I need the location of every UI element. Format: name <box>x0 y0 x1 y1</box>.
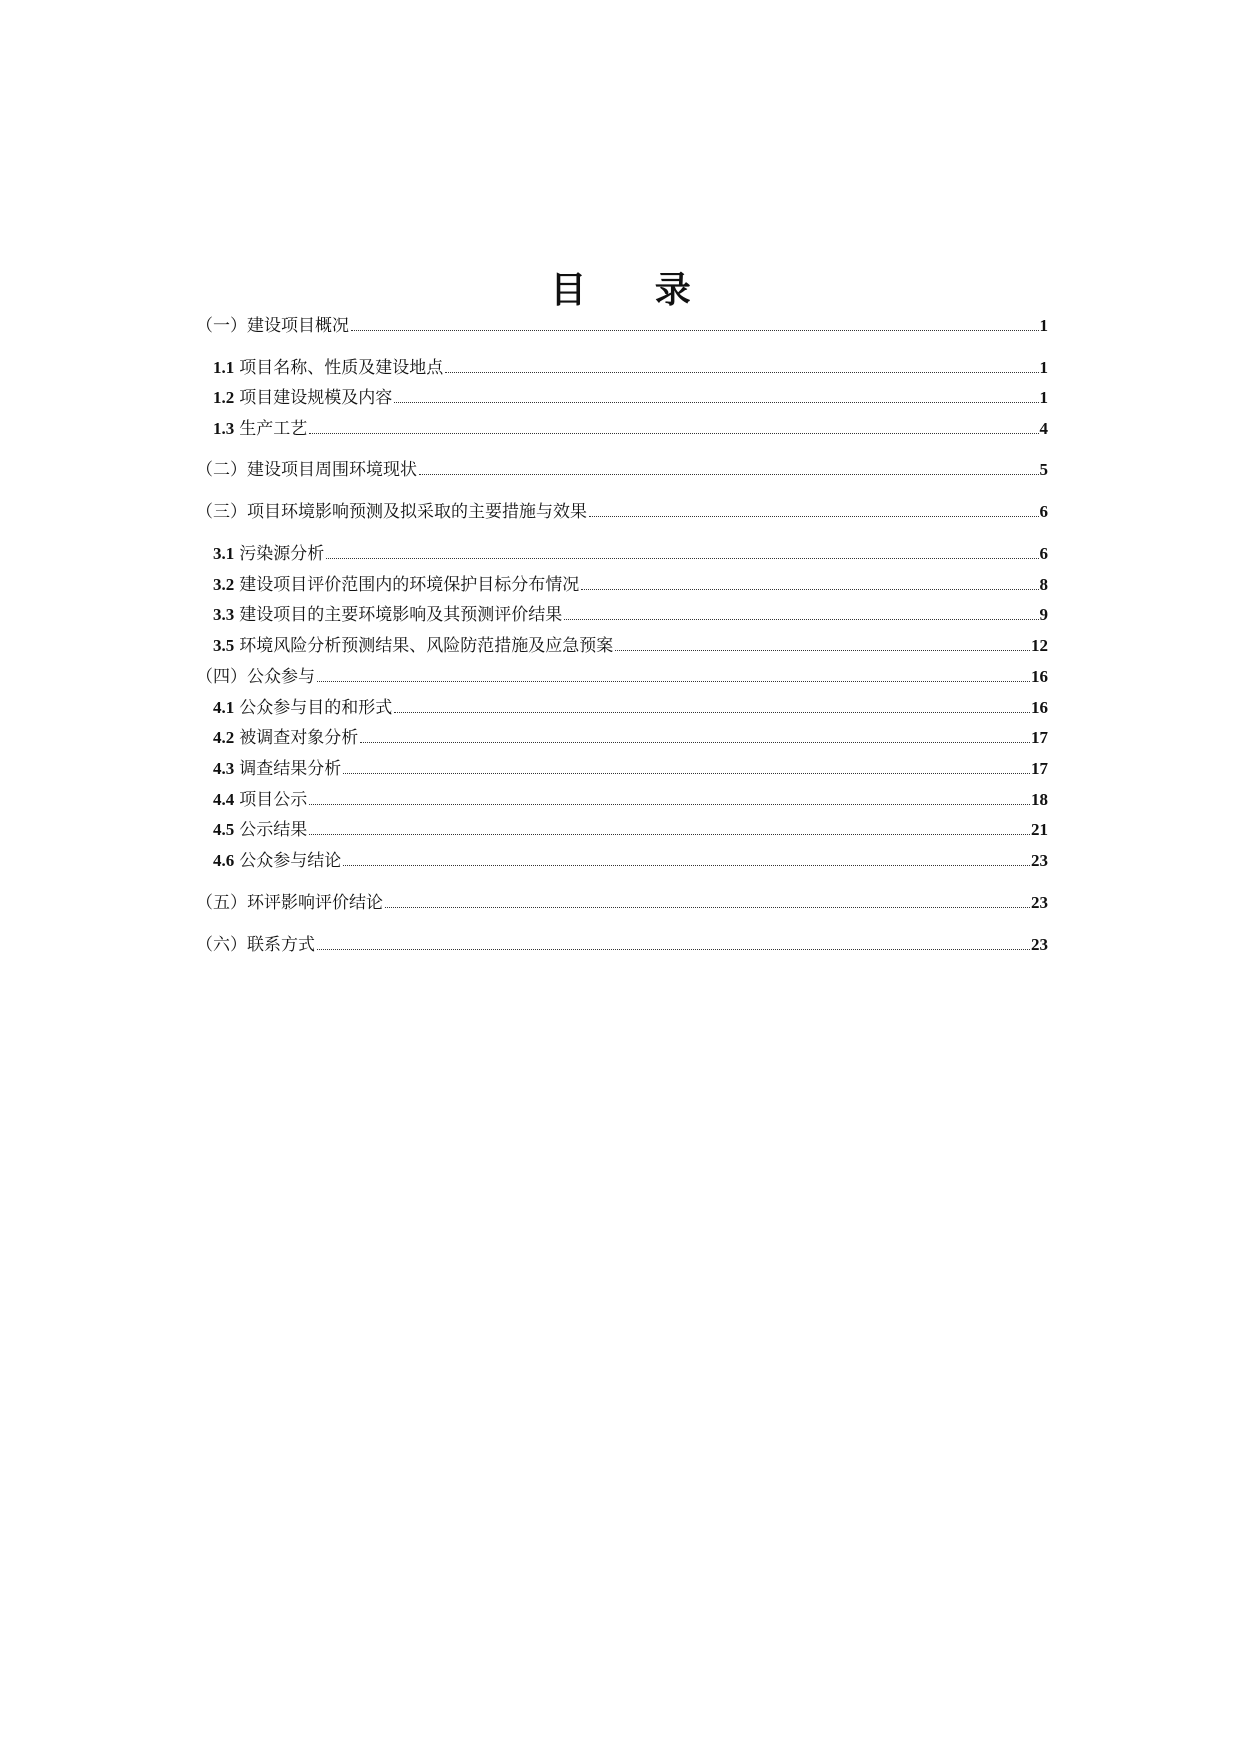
toc-entry-page: 17 <box>1031 759 1048 778</box>
toc-entry-page: 1 <box>1039 358 1048 377</box>
toc-entry-text: （一）建设项目概况 <box>196 316 349 336</box>
toc-entry-text: （六）联系方式 <box>196 935 315 955</box>
toc-dot-leader <box>445 371 1038 373</box>
toc-entry[interactable] <box>213 754 1048 780</box>
toc-entry-text: 被调查对象分析 <box>239 728 359 748</box>
toc-dot-leader <box>589 515 1039 517</box>
toc-entry-number: 3.5 <box>213 636 235 655</box>
toc-entry-page: 6 <box>1039 502 1048 521</box>
toc-entry-page: 21 <box>1031 820 1048 839</box>
toc-entry[interactable] <box>213 353 1048 379</box>
toc-entry[interactable] <box>196 497 1048 523</box>
toc-entry-number: 4.4 <box>213 790 235 809</box>
toc-entry-page: 23 <box>1031 851 1048 870</box>
toc-title: 目 录 <box>550 269 719 311</box>
toc-entry-page: 18 <box>1031 790 1048 809</box>
toc-dot-leader <box>309 803 1030 805</box>
toc-dot-leader <box>581 588 1038 590</box>
toc-dot-leader <box>564 618 1038 620</box>
toc-entry-page: 17 <box>1031 728 1048 747</box>
toc-entry-number: 1.3 <box>213 419 235 438</box>
toc-entry-page: 8 <box>1039 575 1048 594</box>
toc-dot-leader <box>326 557 1038 559</box>
toc-entry-number: 3.2 <box>213 575 235 594</box>
toc-entry[interactable] <box>196 311 1048 337</box>
toc-entry[interactable] <box>196 662 1048 688</box>
toc-dot-leader <box>360 741 1030 743</box>
toc-entry-page: 6 <box>1039 544 1048 563</box>
toc-entry-text: 污染源分析 <box>239 544 325 564</box>
toc-entry-text: （二）建设项目周围环境现状 <box>196 460 417 480</box>
toc-entry-text: 建设项目的主要环境影响及其预测评价结果 <box>239 605 563 625</box>
toc-dot-leader <box>309 432 1038 434</box>
toc-entry-text: 项目建设规模及内容 <box>239 388 393 408</box>
toc-dot-leader <box>419 473 1039 475</box>
toc-entry[interactable] <box>213 600 1048 626</box>
toc-entry-text: 公示结果 <box>239 820 308 840</box>
toc-entry[interactable] <box>213 785 1048 811</box>
toc-entry[interactable] <box>213 815 1048 841</box>
toc-entry-number: 1.2 <box>213 388 235 407</box>
toc-entry-number: 4.5 <box>213 820 235 839</box>
toc-entry-text: 生产工艺 <box>239 419 308 439</box>
toc-entry-text: （四）公众参与 <box>196 667 315 687</box>
toc-entry-text: （三）项目环境影响预测及拟采取的主要措施与效果 <box>196 502 587 522</box>
toc-dot-leader <box>317 948 1030 950</box>
toc-entry[interactable] <box>213 383 1048 409</box>
toc-entry-number: 3.3 <box>213 605 235 624</box>
toc-entry-text: 公众参与目的和形式 <box>239 698 393 718</box>
toc-entry-page: 12 <box>1031 636 1048 655</box>
toc-entry-text: 项目名称、性质及建设地点 <box>239 358 444 378</box>
toc-entry-page: 9 <box>1039 605 1048 624</box>
toc-dot-leader <box>351 329 1039 331</box>
toc-dot-leader <box>343 864 1030 866</box>
toc-entry[interactable] <box>213 414 1048 440</box>
toc-entry-text: 环境风险分析预测结果、风险防范措施及应急预案 <box>239 636 614 656</box>
toc-entry-page: 1 <box>1039 388 1048 407</box>
toc-entry-text: 公众参与结论 <box>239 851 342 871</box>
toc-entry[interactable] <box>213 631 1048 657</box>
toc-entry[interactable] <box>196 930 1048 956</box>
toc-entry[interactable] <box>213 693 1048 719</box>
toc-entry-page: 23 <box>1031 935 1048 954</box>
toc-entry-text: 项目公示 <box>239 790 308 810</box>
toc-entry-page: 5 <box>1039 460 1048 479</box>
toc-entry-page: 1 <box>1039 316 1048 335</box>
toc-entry[interactable] <box>213 723 1048 749</box>
toc-dot-leader <box>343 772 1030 774</box>
toc-entry-page: 4 <box>1039 419 1048 438</box>
toc-dot-leader <box>394 401 1038 403</box>
toc-entry-text: （五）环评影响评价结论 <box>196 893 383 913</box>
toc-entry-page: 16 <box>1031 667 1048 686</box>
toc-entry-number: 3.1 <box>213 544 235 563</box>
toc-entry[interactable] <box>196 888 1048 914</box>
toc-dot-leader <box>394 711 1030 713</box>
toc-dot-leader <box>385 906 1030 908</box>
toc-entry-number: 4.2 <box>213 728 235 747</box>
toc-entry[interactable] <box>213 539 1048 565</box>
toc-entry-number: 4.1 <box>213 698 235 717</box>
toc-entry-number: 4.3 <box>213 759 235 778</box>
toc-dot-leader <box>317 680 1030 682</box>
toc-entry[interactable] <box>213 846 1048 872</box>
toc-entry-page: 16 <box>1031 698 1048 717</box>
toc-dot-leader <box>615 649 1030 651</box>
toc-entry-number: 4.6 <box>213 851 235 870</box>
toc-entry-page: 23 <box>1031 893 1048 912</box>
toc-entry[interactable] <box>213 570 1048 596</box>
toc-entry-number: 1.1 <box>213 358 235 377</box>
toc-entry-text: 建设项目评价范围内的环境保护目标分布情况 <box>239 575 580 595</box>
toc-entry[interactable] <box>196 455 1048 481</box>
toc-entry-text: 调查结果分析 <box>239 759 342 779</box>
toc-dot-leader <box>309 833 1030 835</box>
